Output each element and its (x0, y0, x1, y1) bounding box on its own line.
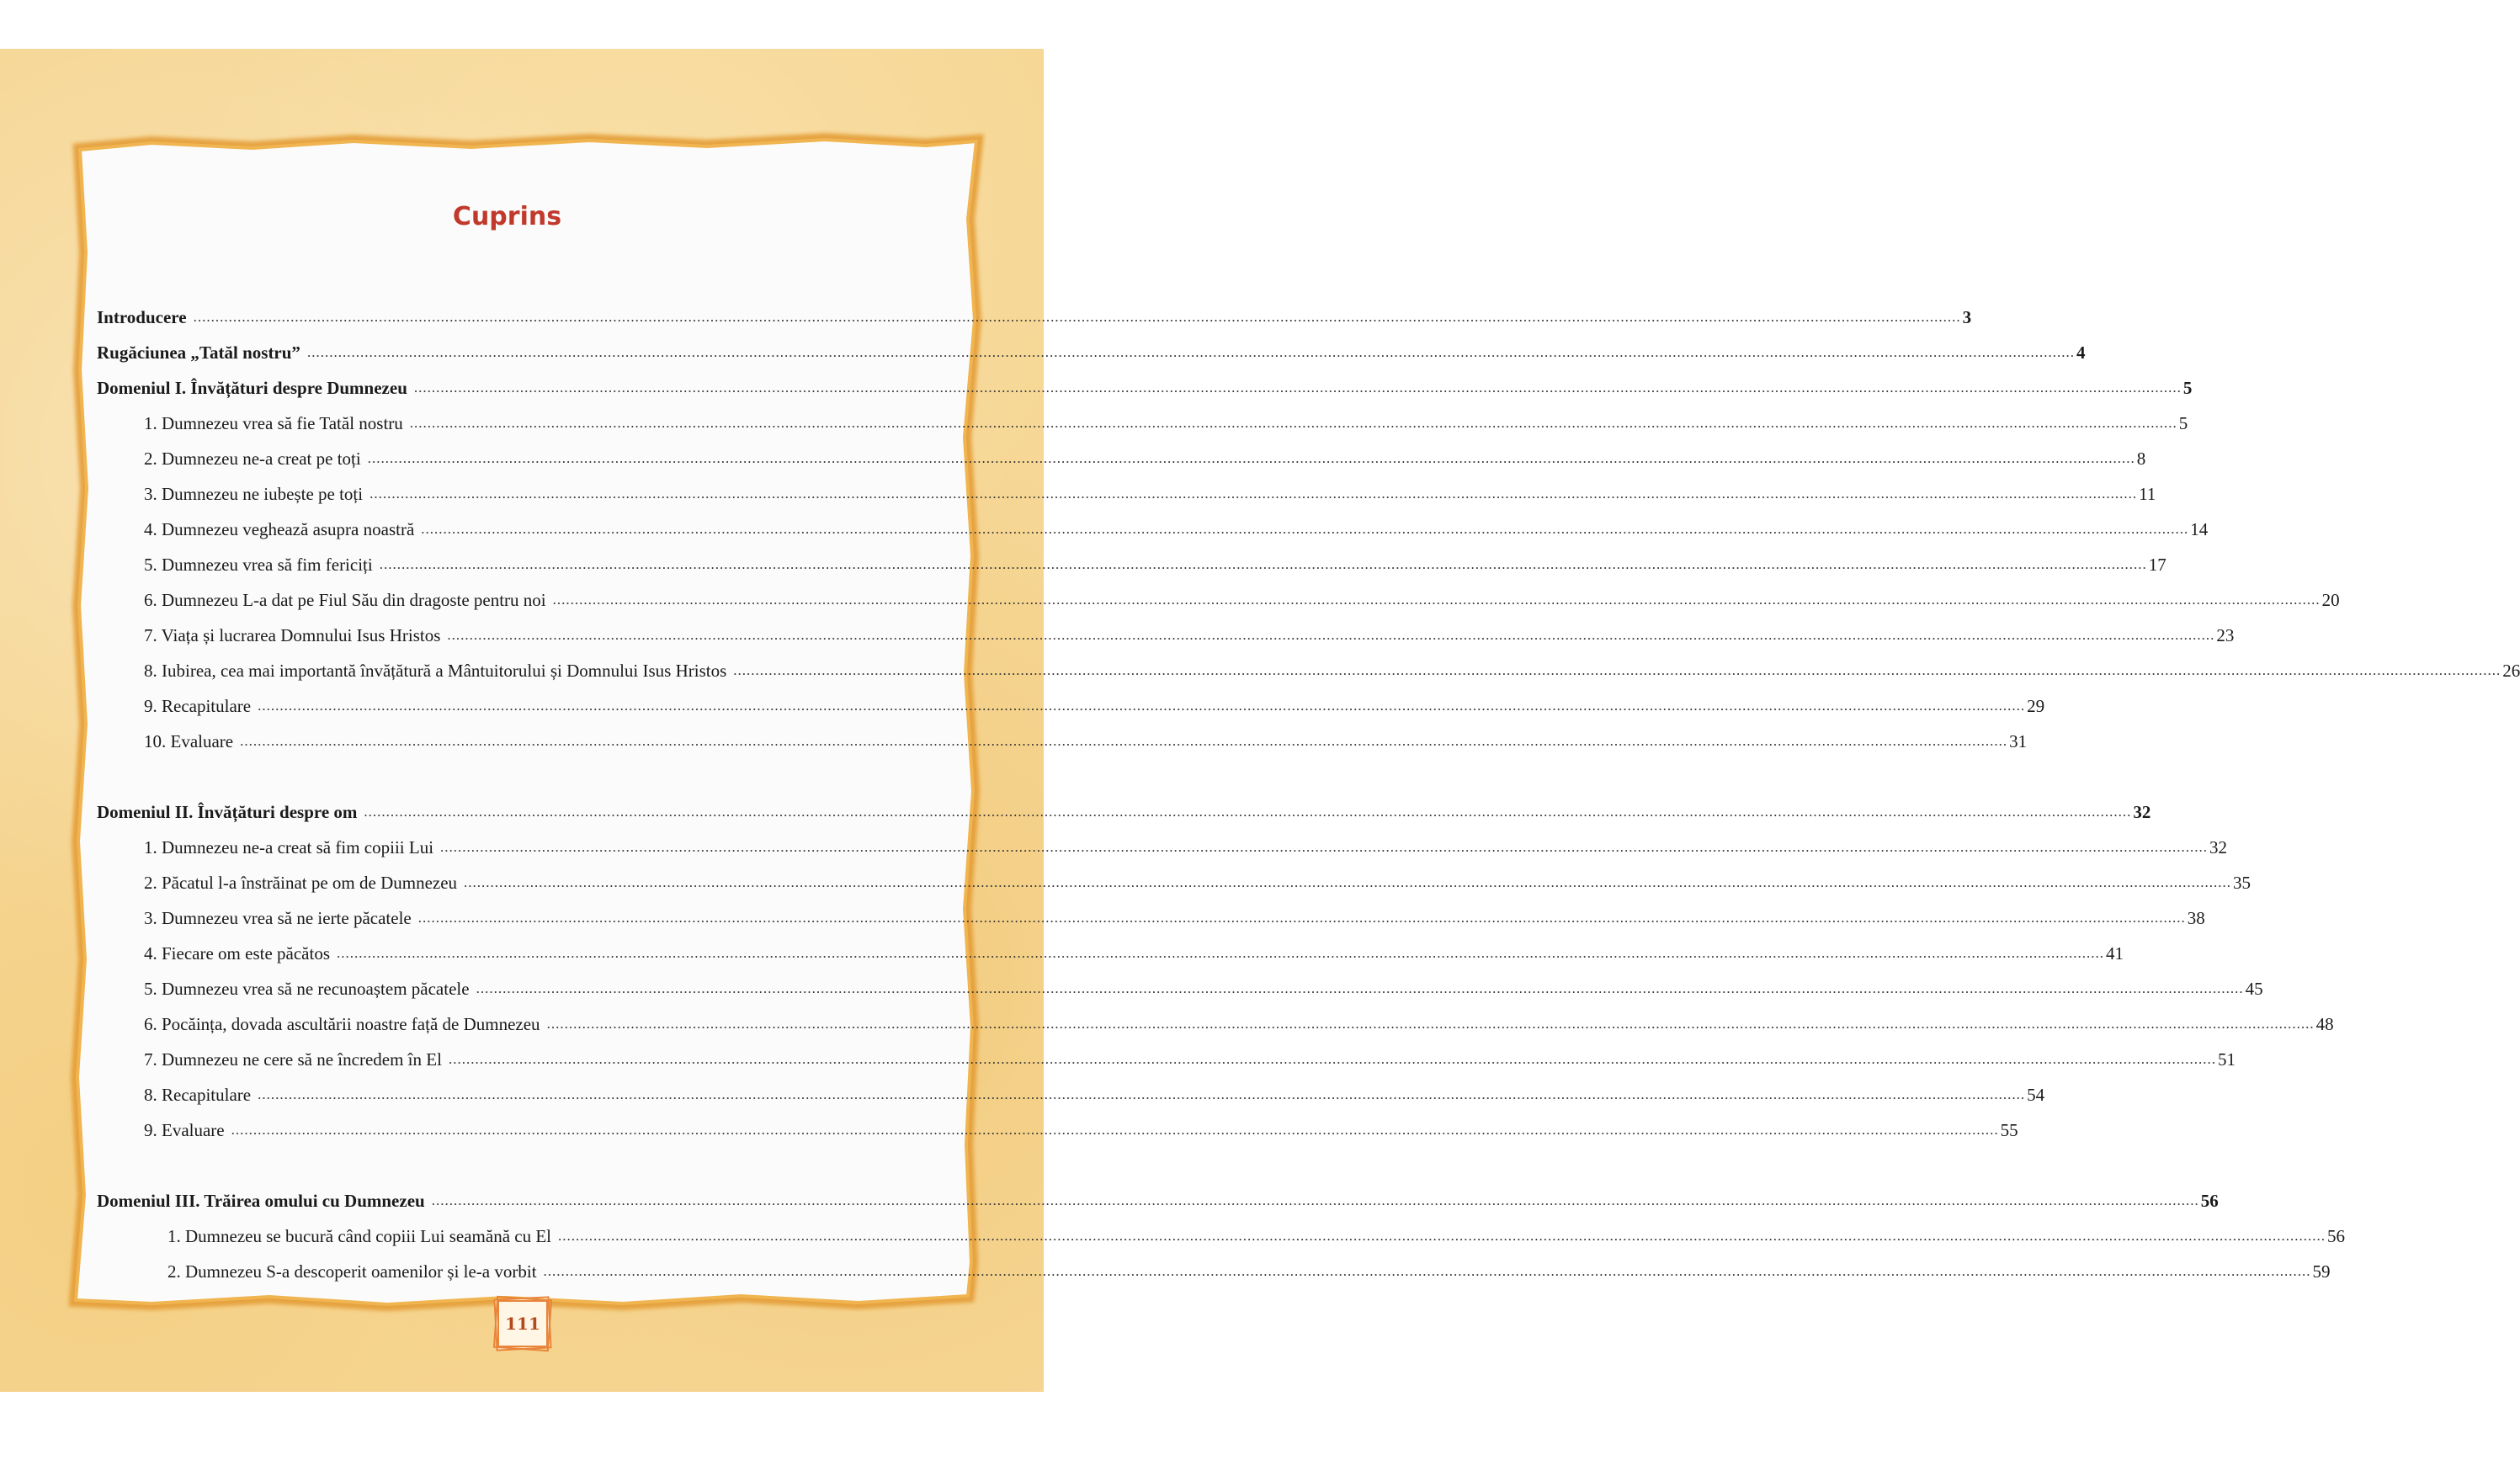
toc-section-entry[interactable] (97, 1187, 2219, 1212)
dot-leader: ................................................................................................................................................................................................................................................................................................................................................................................................................ (440, 839, 2209, 855)
toc-section-entry[interactable] (97, 798, 2151, 823)
toc-entry-page: 32 (2133, 802, 2151, 822)
dot-leader: ................................................................................................................................................................................................................................................................................................................................................................................................................ (240, 733, 2008, 749)
toc-entry-label: 6. Pocăința, dovada ascultării noastre față de Dumnezeu (144, 1014, 540, 1034)
toc-entry-page: 8 (2136, 449, 2146, 469)
toc-entry-page: 55 (2000, 1120, 2018, 1140)
toc-entry-label: 8. Iubirea, cea mai importantă învățătură a Mântuitorului și Domnului Isus Hristos (144, 661, 727, 681)
toc-entry-label: 8. Recapitulare (144, 1085, 252, 1105)
dot-leader: ................................................................................................................................................................................................................................................................................................................................................................................................................ (337, 945, 2104, 961)
dot-leader: ................................................................................................................................................................................................................................................................................................................................................................................................................ (431, 1192, 2199, 1208)
toc-entry-page: 56 (2327, 1226, 2345, 1246)
toc-entry-label: 7. Viața și lucrarea Domnului Isus Hristos (144, 625, 441, 645)
toc-item-entry[interactable] (144, 409, 2188, 434)
toc-entry-label: 6. Dumnezeu L-a dat pe Fiul Său din dragoste pentru noi (144, 590, 546, 610)
toc-entry-label: Introducere (97, 307, 187, 327)
toc-item-entry[interactable] (167, 1257, 2331, 1282)
toc-item-entry[interactable] (144, 656, 2520, 682)
toc-entry-label: 10. Evaluare (144, 731, 234, 751)
dot-leader: ................................................................................................................................................................................................................................................................................................................................................................................................................ (464, 874, 2232, 890)
dot-leader: ................................................................................................................................................................................................................................................................................................................................................................................................................ (448, 1051, 2216, 1067)
dot-leader: ................................................................................................................................................................................................................................................................................................................................................................................................................ (231, 1122, 1999, 1138)
toc-item-entry[interactable] (144, 833, 2228, 858)
toc-entry-page: 23 (2216, 625, 2235, 645)
dot-leader: ................................................................................................................................................................................................................................................................................................................................................................................................................ (258, 698, 2026, 714)
toc-entry-page: 31 (2009, 731, 2028, 751)
toc-entry-label: 4. Fiecare om este păcătos (144, 943, 330, 964)
toc-entry-page: 17 (2148, 555, 2166, 575)
toc-entry-page: 48 (2315, 1014, 2334, 1034)
toc-entry-label: 1. Dumnezeu vrea să fie Tatăl nostru (144, 413, 403, 433)
dot-leader: ................................................................................................................................................................................................................................................................................................................................................................................................................ (409, 415, 2177, 431)
toc-item-entry[interactable] (144, 868, 2252, 894)
toc-entry-label: Domeniul III. Trăirea omului cu Dumnezeu (97, 1191, 425, 1211)
dot-leader: ................................................................................................................................................................................................................................................................................................................................................................................................................ (733, 662, 2501, 678)
toc-entry-page: 32 (2209, 837, 2228, 857)
toc-entry-page: 5 (2178, 413, 2188, 433)
dot-leader: ................................................................................................................................................................................................................................................................................................................................................................................................................ (447, 627, 2215, 643)
dot-leader: ................................................................................................................................................................................................................................................................................................................................................................................................................ (193, 309, 1961, 325)
dot-leader: ................................................................................................................................................................................................................................................................................................................................................................................................................ (543, 1263, 2311, 1279)
toc-entry-label: 5. Dumnezeu vrea să ne recunoaștem păcatele (144, 979, 470, 999)
toc-item-entry[interactable] (144, 515, 2209, 540)
toc-section-entry[interactable] (97, 303, 1972, 328)
toc-entry-label: 1. Dumnezeu se bucură când copiii Lui seamănă cu El (167, 1226, 551, 1246)
toc-page (97, 168, 2520, 1282)
dot-leader: ................................................................................................................................................................................................................................................................................................................................................................................................................ (417, 910, 2186, 926)
toc-entry-page: 14 (2190, 519, 2209, 539)
toc-entry-page: 41 (2106, 943, 2124, 964)
toc-entry-page: 4 (2076, 342, 2086, 363)
toc-item-entry[interactable] (144, 727, 2028, 752)
toc-item-entry[interactable] (144, 692, 2045, 717)
dot-leader: ................................................................................................................................................................................................................................................................................................................................................................................................................ (552, 592, 2321, 608)
toc-entry-page: 45 (2245, 979, 2263, 999)
toc-item-entry[interactable] (167, 1222, 2345, 1247)
dot-leader: ................................................................................................................................................................................................................................................................................................................................................................................................................ (367, 450, 2135, 466)
toc-item-entry[interactable] (144, 1010, 2334, 1035)
toc-item-entry[interactable] (144, 974, 2263, 1000)
dot-leader: ................................................................................................................................................................................................................................................................................................................................................................................................................ (421, 521, 2189, 537)
page-title: Cuprins (452, 202, 562, 231)
dot-leader: ................................................................................................................................................................................................................................................................................................................................................................................................................ (476, 980, 2244, 996)
dot-leader: ................................................................................................................................................................................................................................................................................................................................................................................................................ (558, 1228, 2326, 1244)
toc-entry-label: 3. Dumnezeu vrea să ne ierte păcatele (144, 908, 412, 928)
toc-entry-page: 29 (2027, 696, 2045, 716)
toc-item-entry[interactable] (144, 1080, 2045, 1106)
toc-entry-label: 2. Păcatul l-a înstrăinat pe om de Dumnezeu (144, 873, 458, 893)
toc-item-entry[interactable] (144, 1045, 2236, 1070)
page-number-badge (494, 1297, 551, 1351)
toc-item-entry[interactable] (144, 1116, 2018, 1141)
toc-entry-page: 11 (2139, 484, 2156, 504)
toc-entry-page: 3 (1962, 307, 1972, 327)
dot-leader: ................................................................................................................................................................................................................................................................................................................................................................................................................ (379, 556, 2147, 572)
toc-entry-page: 54 (2027, 1085, 2045, 1105)
toc-entry-label: 9. Recapitulare (144, 696, 252, 716)
toc-item-entry[interactable] (144, 904, 2205, 929)
toc-entry-label: Domeniul II. Învățături despre om (97, 802, 358, 822)
toc-item-entry[interactable] (144, 586, 2340, 611)
toc-section-entry[interactable] (97, 374, 2193, 399)
toc-item-entry[interactable] (144, 480, 2156, 505)
toc-entry-label: 5. Dumnezeu vrea să fim fericiți (144, 555, 373, 575)
dot-leader: ................................................................................................................................................................................................................................................................................................................................................................................................................ (258, 1086, 2026, 1102)
toc-entry-label: 3. Dumnezeu ne iubește pe toți (144, 484, 364, 504)
toc-section-entry[interactable] (97, 338, 2086, 364)
dot-leader: ................................................................................................................................................................................................................................................................................................................................................................................................................ (306, 344, 2075, 360)
toc-entry-page: 26 (2502, 661, 2520, 681)
page-number: 111 (505, 1314, 540, 1334)
toc-entry-page: 5 (2182, 378, 2193, 398)
dot-leader: ................................................................................................................................................................................................................................................................................................................................................................................................................ (369, 486, 2138, 502)
toc-entry-page: 38 (2187, 908, 2205, 928)
toc-entry-page: 20 (2321, 590, 2340, 610)
toc-entry-label: Domeniul I. Învățături despre Dumnezeu (97, 378, 407, 398)
toc-entry-label: 9. Evaluare (144, 1120, 225, 1140)
toc-entry-label: 1. Dumnezeu ne-a creat să fim copiii Lui (144, 837, 434, 857)
toc-item-entry[interactable] (144, 939, 2124, 964)
toc-entry-page: 51 (2217, 1049, 2236, 1070)
dot-leader: ................................................................................................................................................................................................................................................................................................................................................................................................................ (413, 380, 2182, 396)
dot-leader: ................................................................................................................................................................................................................................................................................................................................................................................................................ (364, 804, 2132, 820)
toc-entry-label: 7. Dumnezeu ne cere să ne încredem în El (144, 1049, 442, 1070)
toc-entry-page: 59 (2312, 1261, 2331, 1282)
dot-leader: ................................................................................................................................................................................................................................................................................................................................................................................................................ (546, 1016, 2315, 1032)
toc-item-entry[interactable] (144, 550, 2166, 576)
toc-item-entry[interactable] (144, 444, 2146, 470)
toc-entry-page: 35 (2233, 873, 2252, 893)
toc-item-entry[interactable] (144, 621, 2235, 646)
toc-entry-label: 4. Dumnezeu veghează asupra noastră (144, 519, 415, 539)
toc-entry-label: Rugăciunea „Tatăl nostru” (97, 342, 300, 363)
toc-entry-label: 2. Dumnezeu S-a descoperit oamenilor și le-a vorbit (167, 1261, 537, 1282)
toc-entry-page: 56 (2200, 1191, 2219, 1211)
toc-entry-label: 2. Dumnezeu ne-a creat pe toți (144, 449, 361, 469)
